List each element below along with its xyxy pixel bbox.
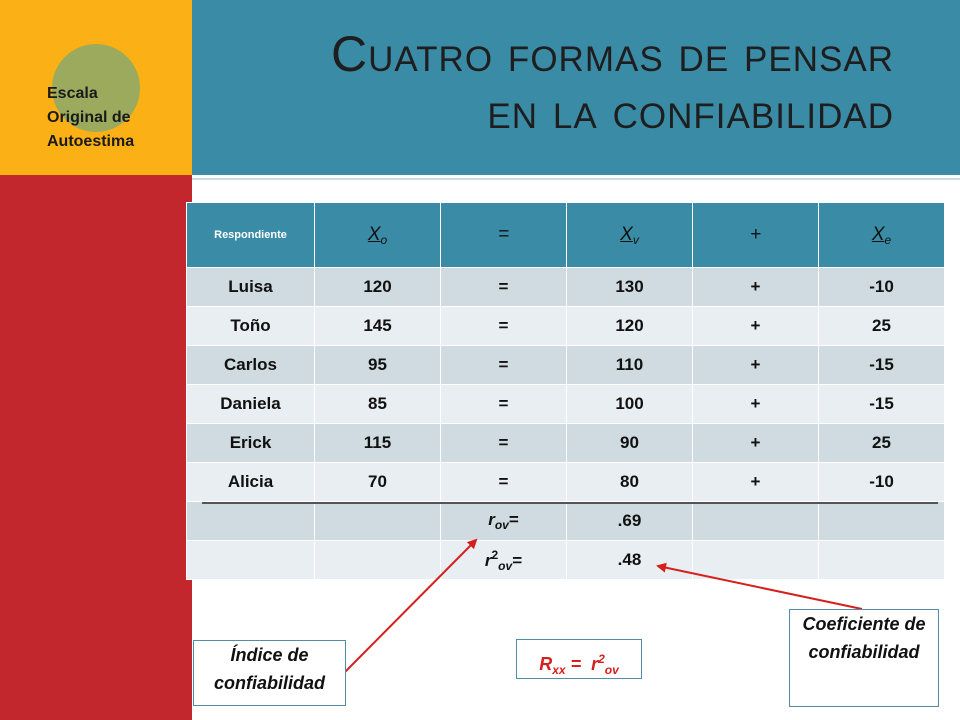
cell-plus: + xyxy=(693,346,819,385)
cell-xv: 90 xyxy=(567,424,693,463)
scale-label: Escala Original de Autoestima xyxy=(47,85,135,150)
indice-arrow xyxy=(344,540,476,673)
header-equals: = xyxy=(441,203,567,268)
r2-ov-value: .48 xyxy=(567,541,693,580)
cell-plus: + xyxy=(693,463,819,502)
cell-xe: -15 xyxy=(819,385,945,424)
indice-callout: Índice de confiabilidad xyxy=(193,640,346,706)
cell-name: Alicia xyxy=(187,463,315,502)
cell-name: Toño xyxy=(187,307,315,346)
cell-name: Luisa xyxy=(187,268,315,307)
cell-xv: 120 xyxy=(567,307,693,346)
cell-plus: + xyxy=(693,424,819,463)
cell-plus: + xyxy=(693,307,819,346)
cell-xo: 95 xyxy=(315,346,441,385)
cell-name: Carlos xyxy=(187,346,315,385)
cell-eq: = xyxy=(441,268,567,307)
cell-xe: -10 xyxy=(819,463,945,502)
cell-plus: + xyxy=(693,385,819,424)
header-xe: $X_e$ xyxy=(819,203,945,268)
title-line-1: Cuatro formas de pensar xyxy=(331,26,894,82)
cell-xv: 100 xyxy=(567,385,693,424)
cell-eq: = xyxy=(441,385,567,424)
coeficiente-arrow xyxy=(658,566,862,609)
header-respondent: Respondiente xyxy=(187,203,315,268)
coeficiente-callout: Coeficiente de confiabilidad xyxy=(789,609,939,707)
header-xo: $X_o$ xyxy=(315,203,441,268)
cell-xv: 80 xyxy=(567,463,693,502)
r-ov-value: .69 xyxy=(567,502,693,541)
cell-xo: 70 xyxy=(315,463,441,502)
cell-xo: 120 xyxy=(315,268,441,307)
cell-xo: 115 xyxy=(315,424,441,463)
cell-xe: 25 xyxy=(819,307,945,346)
cell-plus: + xyxy=(693,268,819,307)
header-plus: + xyxy=(693,203,819,268)
cell-xo: 85 xyxy=(315,385,441,424)
cell-xo: 145 xyxy=(315,307,441,346)
cell-eq: = xyxy=(441,307,567,346)
header-xv: $X_v$ xyxy=(567,203,693,268)
cell-name: Erick xyxy=(187,424,315,463)
rxx-formula: $R_{xx} = r^2_{ov}$ xyxy=(516,639,642,679)
cell-eq: = xyxy=(441,346,567,385)
title-line-2: en la confiabilidad xyxy=(487,83,894,139)
cell-eq: = xyxy=(441,424,567,463)
cell-xv: 110 xyxy=(567,346,693,385)
cell-eq: = xyxy=(441,463,567,502)
cell-xe: -15 xyxy=(819,346,945,385)
cell-name: Daniela xyxy=(187,385,315,424)
r2-ov-label: $r^2_{ov}=$ xyxy=(441,541,567,580)
r-ov-label: $r_{ov}=$ xyxy=(441,502,567,541)
cell-xe: -10 xyxy=(819,268,945,307)
cell-xe: 25 xyxy=(819,424,945,463)
cell-xv: 130 xyxy=(567,268,693,307)
